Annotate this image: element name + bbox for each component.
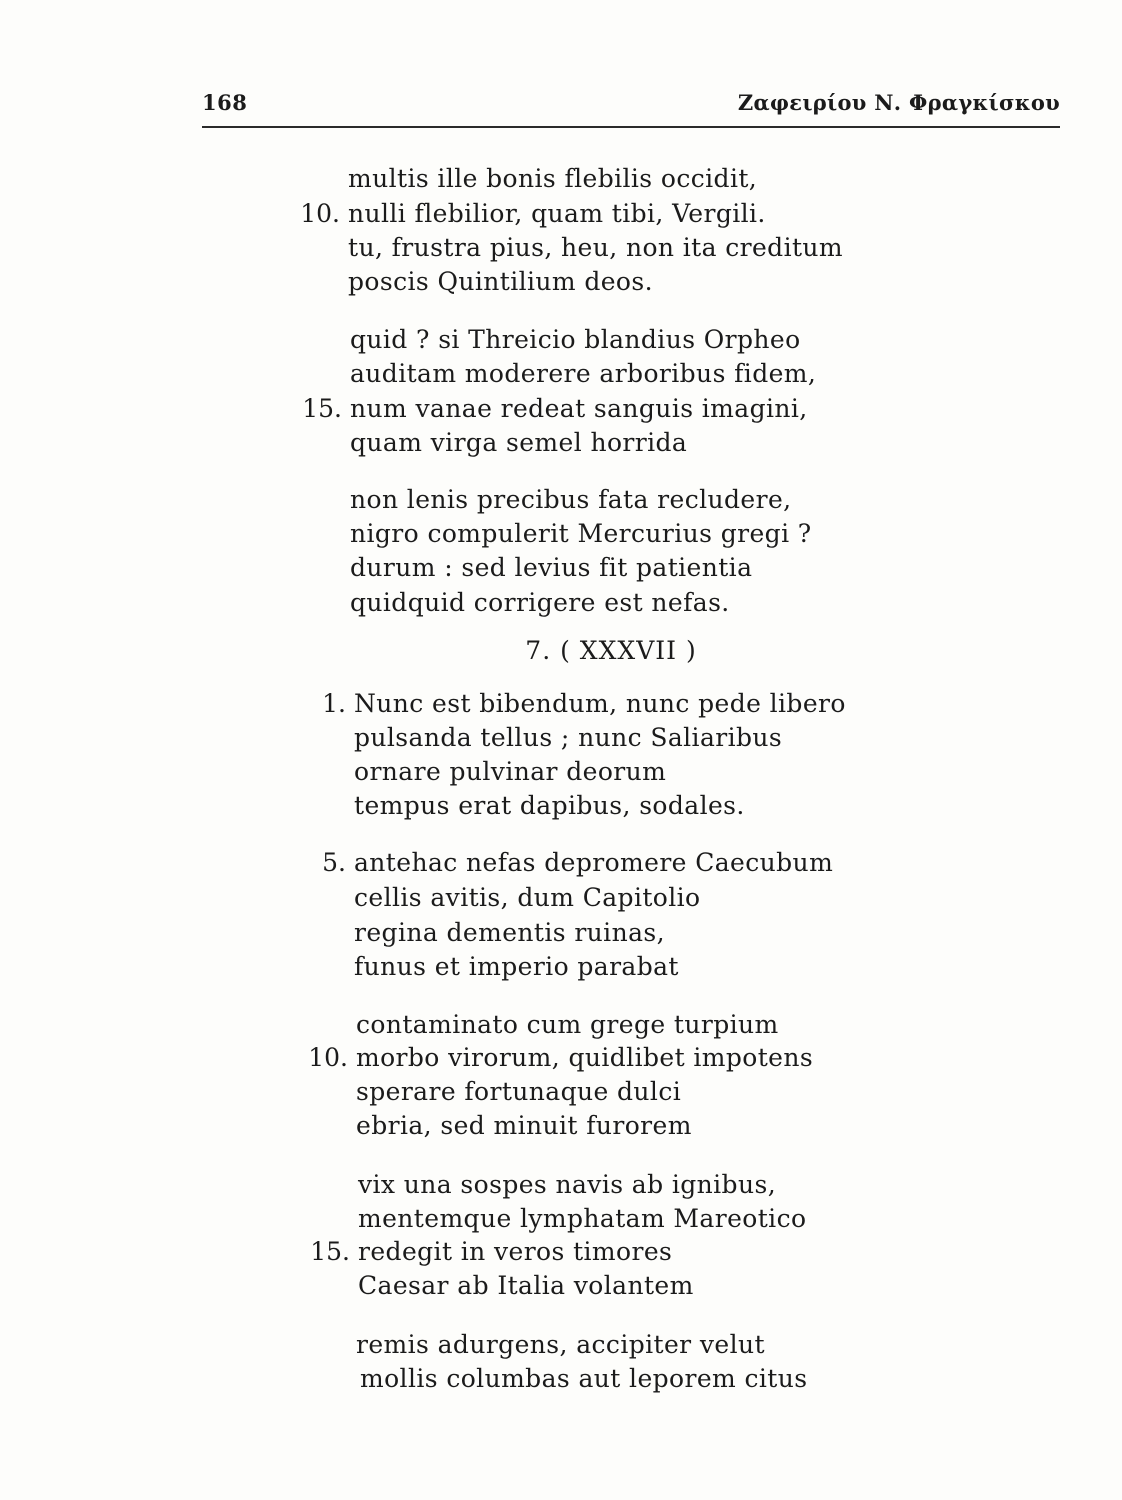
line-number: 1.: [322, 689, 346, 718]
line-number: 10.: [308, 1043, 348, 1072]
verse-line: funus et imperio parabat: [354, 952, 679, 981]
running-head: Ζαφειρίου Ν. Φραγκίσκου: [737, 90, 1060, 115]
verse-line: remis adurgens, accipiter velut: [356, 1330, 765, 1359]
verse-line: nigro compulerit Mercurius gregi ?: [350, 519, 812, 548]
poem-heading: [0, 636, 1122, 666]
verse-line: redegit in veros timores: [358, 1237, 673, 1266]
verse-line: antehac nefas depromere Caecubum: [354, 848, 834, 877]
verse-line: num vanae redeat sanguis imagini,: [350, 394, 808, 423]
verse-line: Caesar ab Italia volantem: [358, 1271, 694, 1300]
verse-line: regina dementis ruinas,: [354, 918, 665, 947]
verse-line: mollis columbas aut leporem citus: [360, 1364, 808, 1393]
verse-line: auditam moderere arboribus fidem,: [350, 359, 817, 388]
verse-line: quidquid corrigere est nefas.: [350, 588, 730, 617]
verse-line: ebria, sed minuit furorem: [356, 1111, 692, 1140]
verse-line: mentemque lymphatam Mareotico: [358, 1204, 807, 1233]
line-number: 15.: [302, 394, 342, 423]
verse-line: durum : sed levius fit patientia: [350, 553, 753, 582]
verse-line: ornare pulvinar deorum: [354, 757, 667, 786]
line-number: 5.: [322, 848, 346, 877]
verse-line: tempus erat dapibus, sodales.: [354, 791, 745, 820]
verse-line: nulli flebilior, quam tibi, Vergili.: [348, 199, 766, 228]
verse-line: cellis avitis, dum Capitolio: [354, 883, 701, 912]
verse-line: morbo virorum, quidlibet impotens: [356, 1043, 814, 1072]
verse-line: poscis Quintilium deos.: [348, 267, 653, 296]
page-header: [202, 90, 1060, 130]
verse-line: contaminato cum grege turpium: [356, 1010, 779, 1039]
verse-line: sperare fortunaque dulci: [356, 1077, 682, 1106]
verse-line: vix una sospes navis ab ignibus,: [358, 1170, 777, 1199]
verse-line: quid ? si Threicio blandius Orpheo: [350, 325, 801, 354]
header-rule: [202, 126, 1060, 128]
verse-line: quam virga semel horrida: [350, 428, 688, 457]
poem-heading-text: 7. ( XXXVII ): [525, 636, 697, 665]
verse-line: pulsanda tellus ; nunc Saliaribus: [354, 723, 783, 752]
verse-line: multis ille bonis flebilis occidit,: [348, 164, 758, 193]
line-number: 15.: [310, 1237, 350, 1266]
verse-line: non lenis precibus fata recludere,: [350, 485, 792, 514]
verse-line: Nunc est bibendum, nunc pede libero: [354, 689, 846, 718]
verse-line: tu, frustra pius, heu, non ita creditum: [348, 233, 844, 262]
page-number: 168: [202, 90, 248, 115]
line-number: 10.: [300, 199, 340, 228]
